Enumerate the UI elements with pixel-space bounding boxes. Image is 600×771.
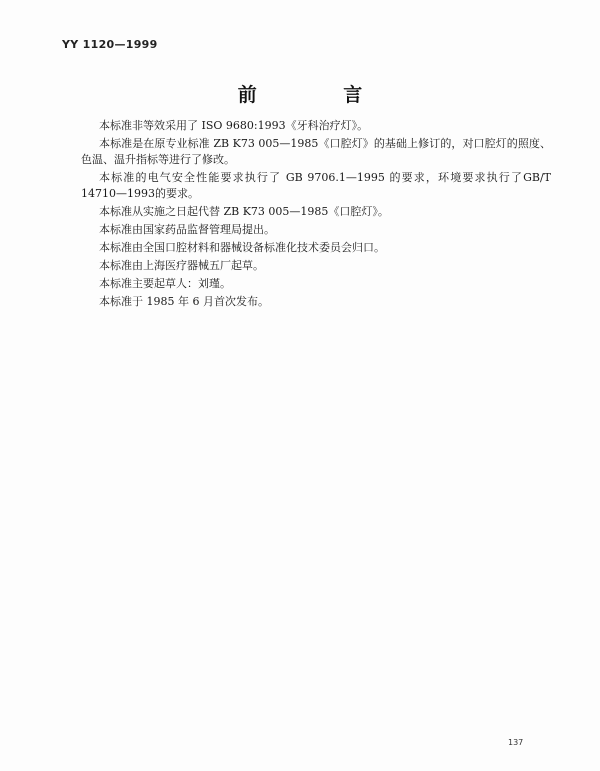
paragraph: 本标准由上海医疗器械五厂起草。 — [99, 259, 264, 272]
paragraph: 本标准主要起草人：刘瑾。 — [99, 277, 231, 290]
paragraph: 本标准非等效采用了 ISO 9680:1993《牙科治疗灯》。 — [99, 119, 369, 132]
paragraph: 本标准由全国口腔材料和器械设备标准化技术委员会归口。 — [99, 241, 385, 254]
standard-code: YY 1120—1999 — [62, 38, 158, 51]
paragraph: 本标准是在原专业标准 ZB K73 005—1985《口腔灯》的基础上修订的，对口腔灯的照度、色温、温升指标等进行了修改。 — [81, 137, 551, 166]
page-number: 137 — [508, 738, 524, 747]
foreword-body — [81, 118, 551, 312]
page-title: 前 言 — [237, 84, 403, 106]
paragraph: 本标准由国家药品监督管理局提出。 — [99, 223, 275, 236]
paragraph: 本标准的电气安全性能要求执行了 GB 9706.1—1995 的要求，环境要求执行了GB/T 14710—1993的要求。 — [81, 171, 551, 200]
paragraph: 本标准于 1985 年 6 月首次发布。 — [99, 295, 269, 308]
paragraph: 本标准从实施之日起代替 ZB K73 005—1985《口腔灯》。 — [99, 205, 389, 218]
